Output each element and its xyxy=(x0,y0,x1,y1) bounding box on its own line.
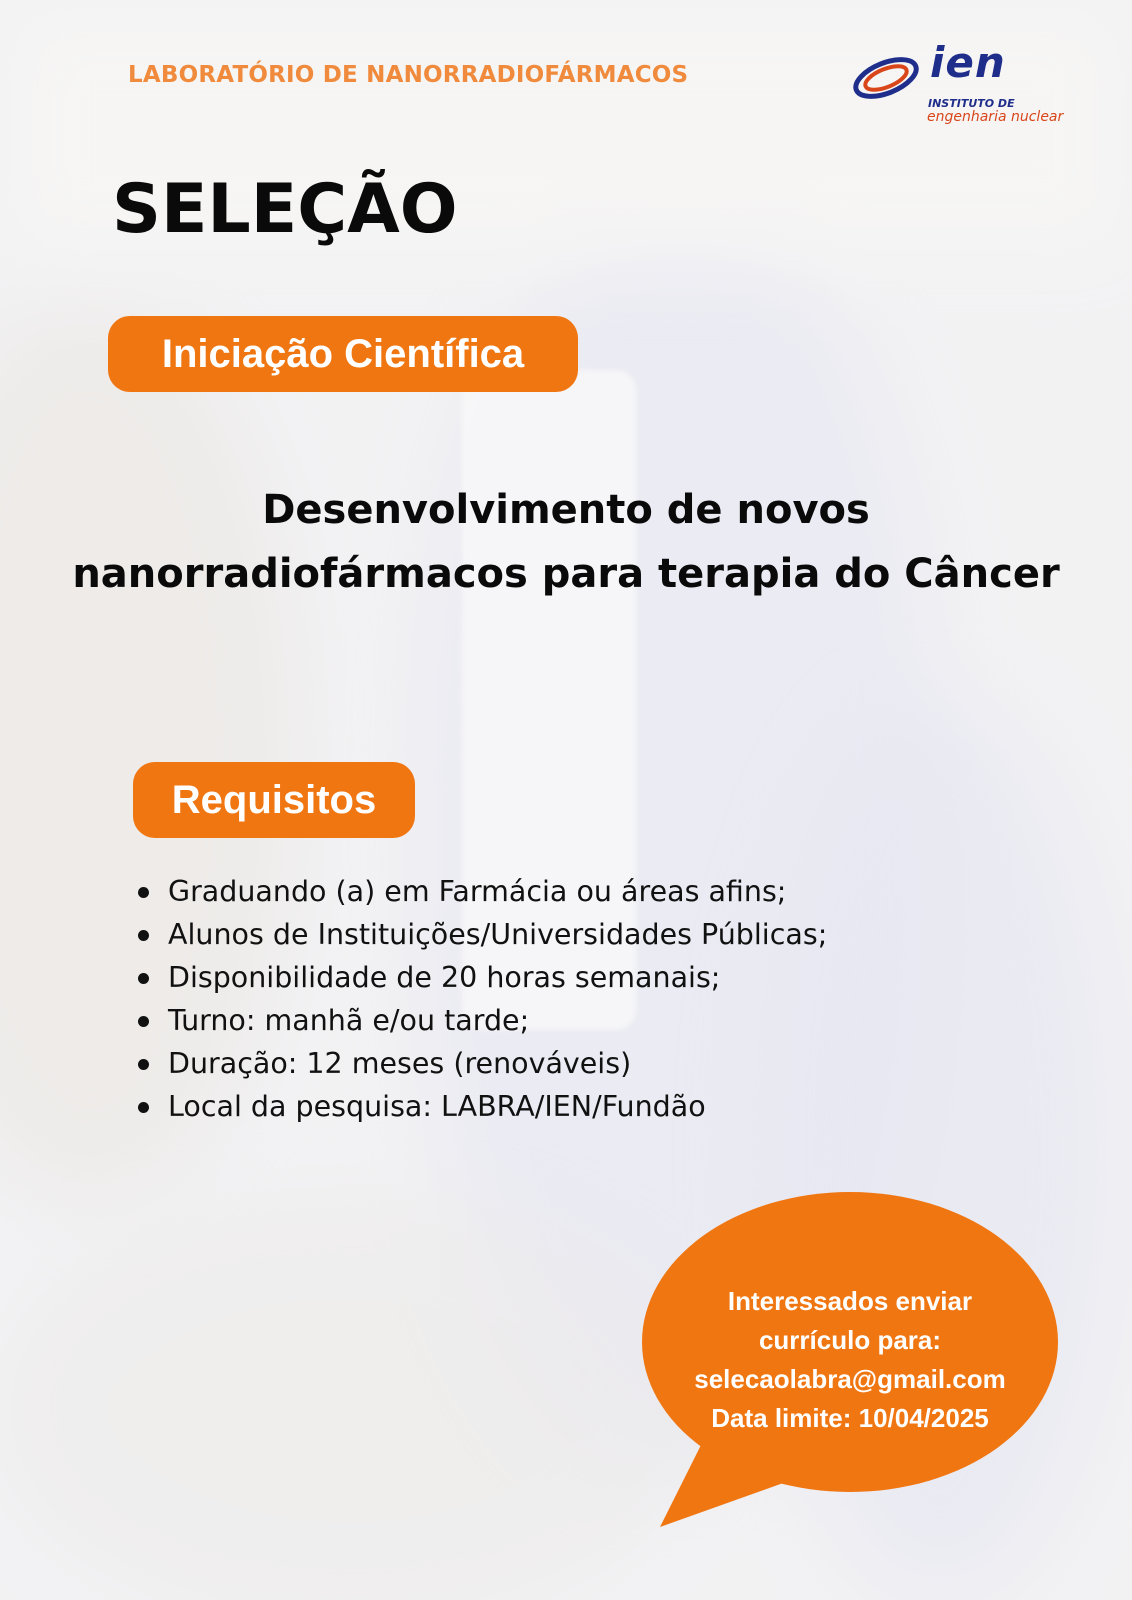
bullet-icon xyxy=(138,930,149,941)
contact-email[interactable]: selecaolabra@gmail.com xyxy=(694,1364,1006,1394)
contact-line-2: currículo para: xyxy=(758,1325,942,1355)
list-item xyxy=(136,913,827,956)
page-title: SELEÇÃO xyxy=(112,170,458,249)
bullet-icon xyxy=(138,1102,149,1113)
bullet-icon xyxy=(138,973,149,984)
logo-line-1: INSTITUTO DE xyxy=(928,97,1015,110)
contact-line-1: Interessados enviar xyxy=(727,1286,973,1316)
ien-logo xyxy=(850,38,1080,132)
requirement-text: Alunos de Instituições/Universidades Públicas; xyxy=(168,918,828,951)
requirements-list xyxy=(136,870,827,1128)
contact-speech-bubble xyxy=(640,1192,1070,1532)
list-item xyxy=(136,1085,827,1128)
bullet-icon xyxy=(138,1059,149,1070)
list-item xyxy=(136,870,827,913)
requirement-text: Disponibilidade de 20 horas semanais; xyxy=(168,961,721,994)
requirement-text: Turno: manhã e/ou tarde; xyxy=(168,1004,530,1037)
orbit-logo-icon xyxy=(850,48,930,110)
bullet-icon xyxy=(138,887,149,898)
project-title-line-2: nanorradiofármacos para terapia do Câncer xyxy=(72,551,1060,597)
logo-wordmark: ien xyxy=(930,38,1006,87)
contact-text xyxy=(660,1282,1040,1438)
lab-name: LABORATÓRIO DE NANORRADIOFÁRMACOS xyxy=(128,62,689,88)
requirements-heading: Requisitos xyxy=(133,762,415,838)
contact-deadline: Data limite: 10/04/2025 xyxy=(711,1403,989,1433)
project-title-line-1: Desenvolvimento de novos xyxy=(262,487,870,533)
bullet-icon xyxy=(138,1016,149,1027)
logo-line-2: engenharia nuclear xyxy=(927,109,1064,125)
list-item xyxy=(136,956,827,999)
project-title xyxy=(40,478,1092,606)
list-item xyxy=(136,1042,827,1085)
category-badge: Iniciação Científica xyxy=(108,316,578,392)
requirement-text: Local da pesquisa: LABRA/IEN/Fundão xyxy=(168,1090,706,1123)
requirement-text: Duração: 12 meses (renováveis) xyxy=(168,1047,632,1080)
list-item xyxy=(136,999,827,1042)
requirement-text: Graduando (a) em Farmácia ou áreas afins; xyxy=(168,875,787,908)
